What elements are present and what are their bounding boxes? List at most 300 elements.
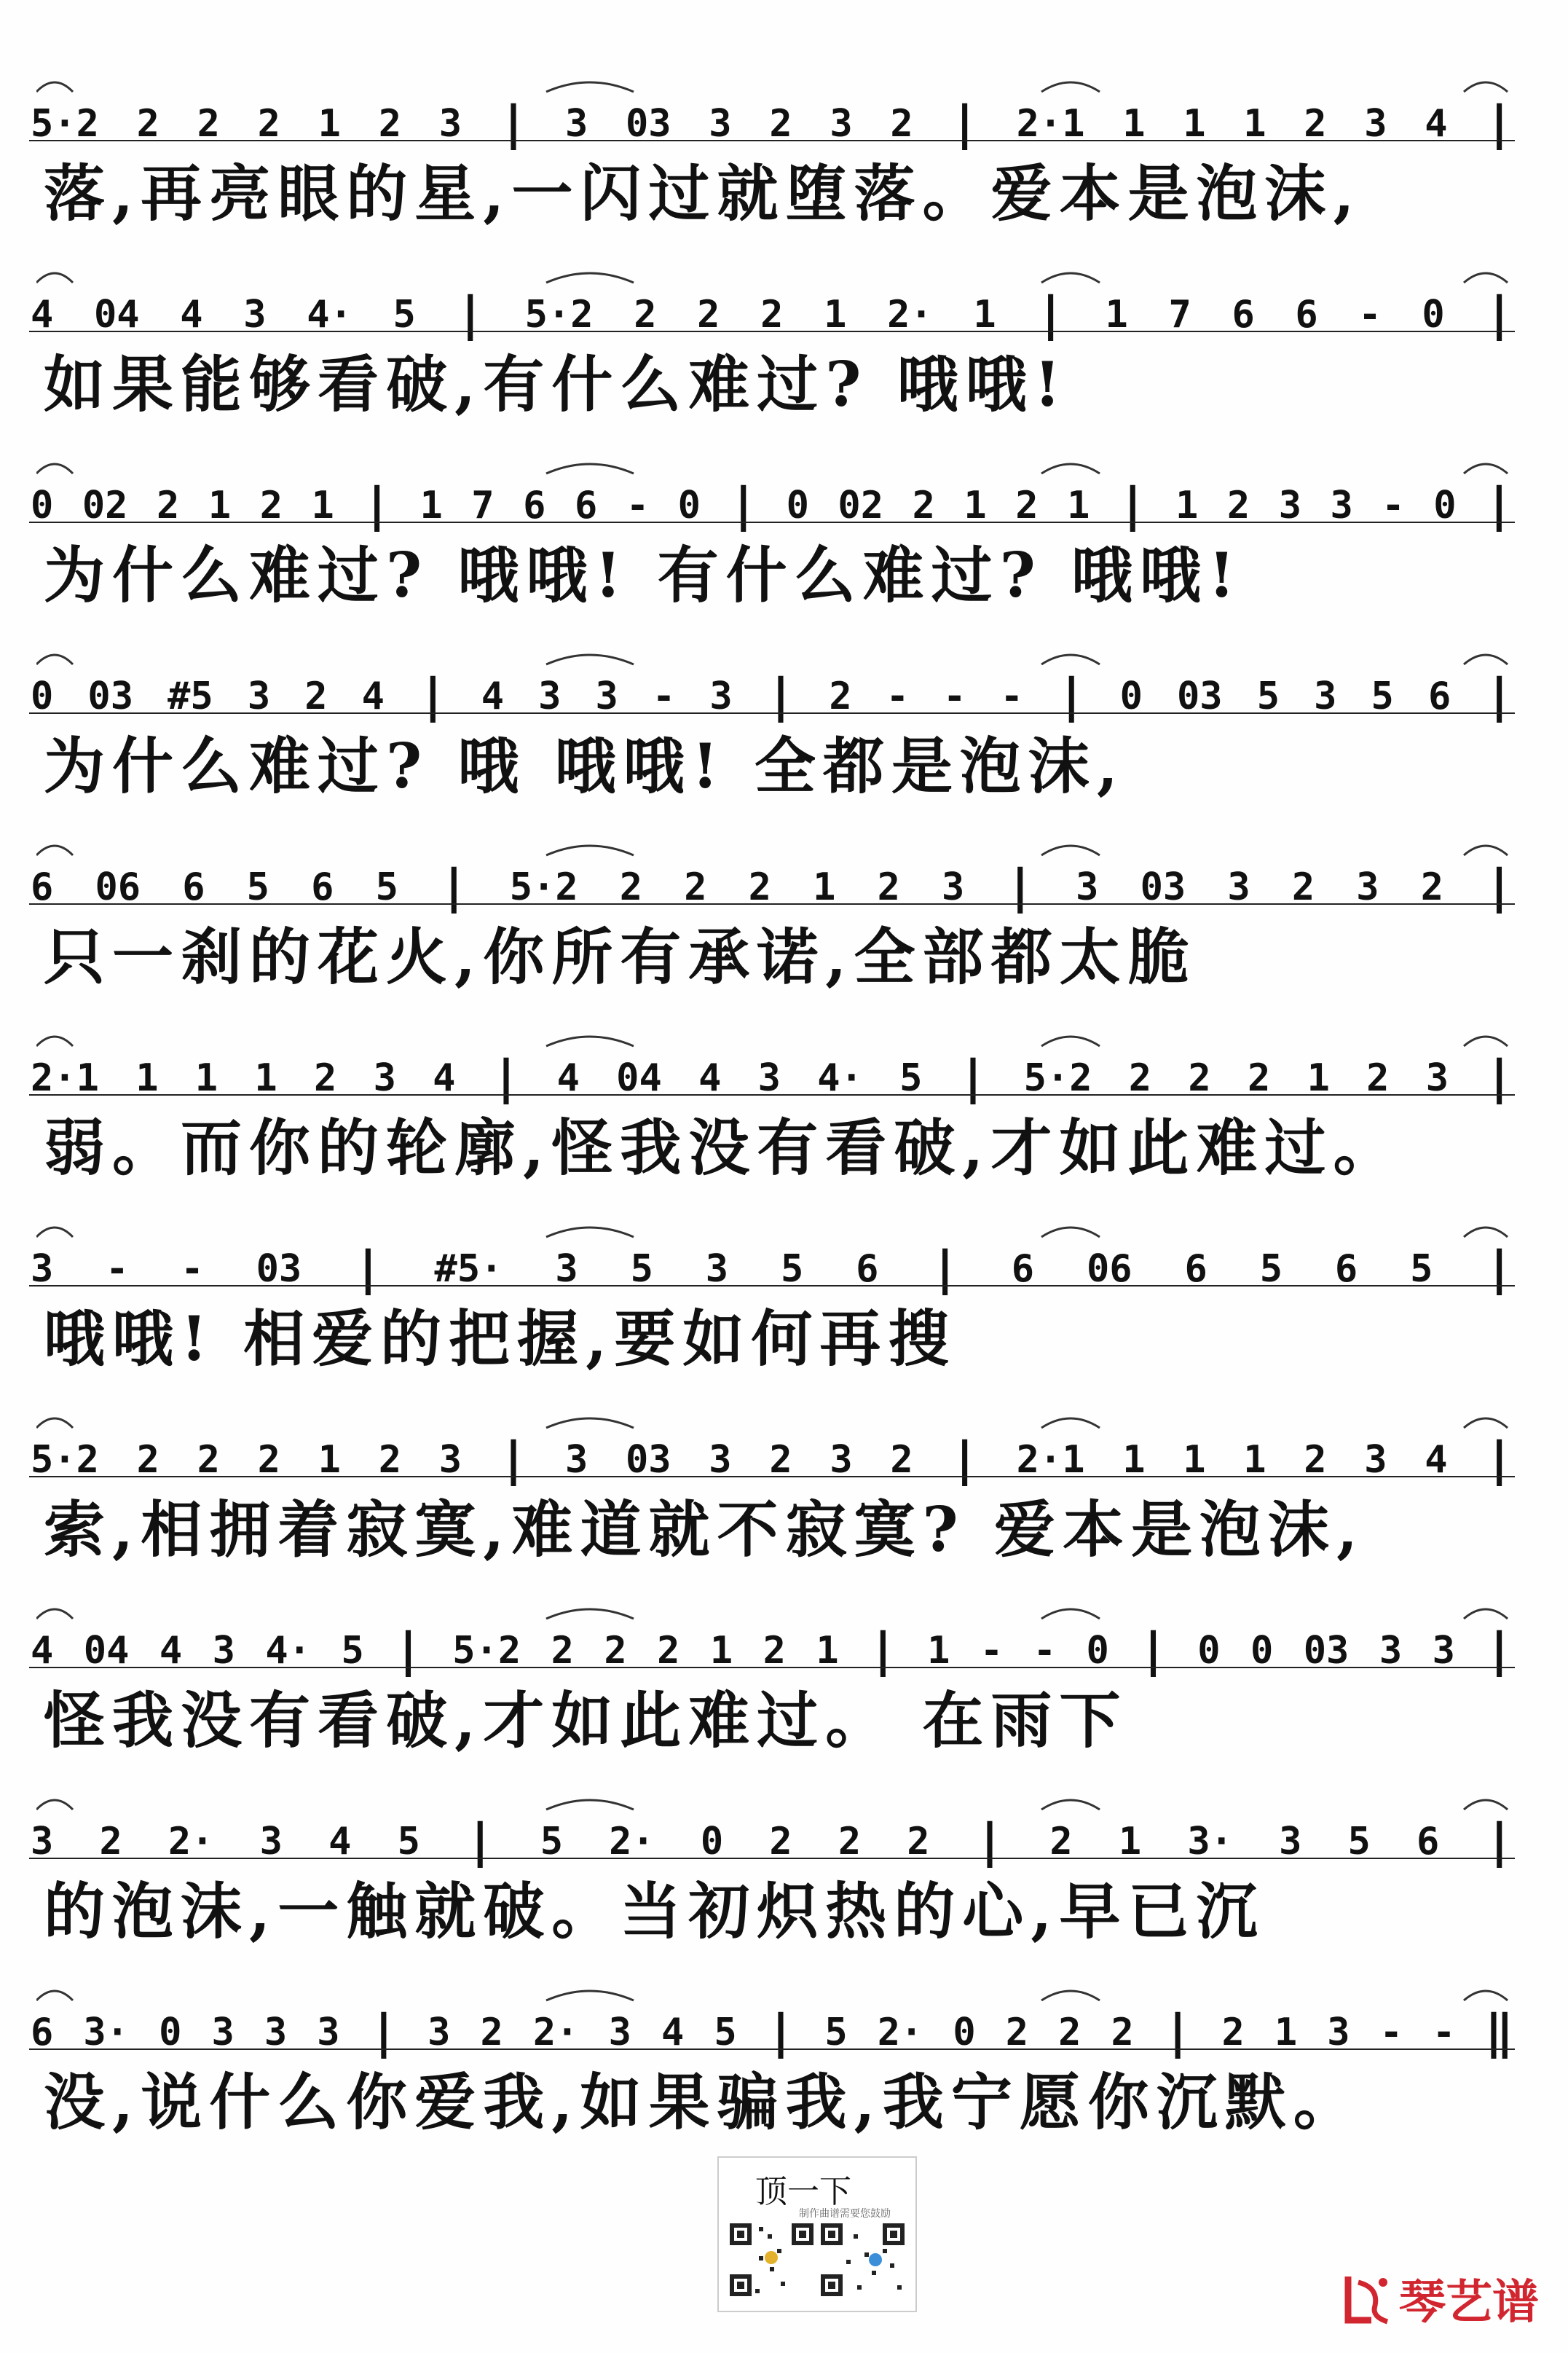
notation-row [29, 1614, 1515, 1687]
lyrics-line: 索,相拥着寂寞,难道就不寂寞? 爱本是泡沫, [44, 1493, 1366, 1566]
note: 6 [856, 1247, 879, 1291]
note: 2 [1111, 2011, 1134, 2054]
note: 0 [786, 484, 809, 527]
lyrics-line: 落,再亮眼的星,一闪过就堕落。爱本是泡沫, [44, 157, 1362, 229]
bar-line: | [766, 2006, 795, 2059]
note: 6 [574, 484, 598, 527]
note: - [1000, 675, 1023, 718]
note: 3· [1187, 1820, 1233, 1863]
notation-row [29, 1042, 1515, 1115]
note: 6 [523, 484, 546, 527]
note: 2 [912, 484, 935, 527]
note: 3 [438, 1438, 462, 1482]
note: 1 [1175, 484, 1199, 527]
note: 03 [87, 675, 134, 718]
bar-line: | [950, 1433, 979, 1487]
note: 1 [973, 293, 996, 337]
note: 4 [661, 2011, 685, 2054]
note: 3 [1364, 102, 1387, 146]
note: 5 [714, 2011, 737, 2054]
note: 4 [31, 1629, 54, 1673]
note: 3 [942, 865, 965, 909]
note: 5 [246, 865, 269, 909]
note: 2 [1291, 865, 1315, 909]
note: 3 [243, 293, 267, 337]
lyrics-line: 弱。而你的轮廓,怪我没有看破,才如此难过。 [44, 1112, 1402, 1184]
note: 5 [824, 2011, 848, 2054]
note: 2 [890, 102, 913, 146]
note: 2 [1015, 484, 1039, 527]
note: 2 [257, 1438, 280, 1482]
note: 5 [397, 1820, 420, 1863]
note: 2 [760, 293, 784, 337]
note: 2 [157, 484, 180, 527]
note: 3 [1227, 865, 1250, 909]
bar-line: | [950, 97, 979, 151]
note: 3 [317, 2011, 340, 2054]
note: 3 [1314, 675, 1337, 718]
note: 2 [1304, 1438, 1327, 1482]
note: 2 [99, 1820, 122, 1863]
note: 3 [1076, 865, 1099, 909]
note: 3 [1425, 1056, 1449, 1100]
bar-line: | [1485, 97, 1513, 151]
bar-line: | [1163, 2006, 1192, 2059]
score-system [0, 1996, 1568, 2142]
note: 2 [1188, 1056, 1211, 1100]
bar-line: | [492, 1051, 521, 1105]
note: 2 [378, 1438, 401, 1482]
note: 2 [829, 675, 852, 718]
note: 0 [31, 675, 54, 718]
bar-line: | [1485, 669, 1513, 723]
note: 0 [700, 1820, 724, 1863]
score-system [0, 851, 1568, 997]
footer [0, 2156, 1568, 2353]
promo-box[interactable] [717, 2156, 917, 2312]
note: 2 [1226, 484, 1250, 527]
bar-line: | [394, 1624, 422, 1678]
note: 3 [438, 102, 462, 146]
note: 0 [1119, 675, 1143, 718]
note: 5 [393, 293, 416, 337]
note: 2 [748, 865, 771, 909]
note: 2 [1049, 1820, 1073, 1863]
note: 3 [247, 675, 271, 718]
note: 3 [1278, 484, 1301, 527]
note: 2·1 [1016, 1438, 1085, 1482]
note: 0 [953, 2011, 976, 2054]
score-system [0, 469, 1568, 615]
note: 4 [481, 675, 504, 718]
note: 2· [877, 2011, 923, 2054]
note: 02 [82, 484, 128, 527]
note: 4 [433, 1056, 456, 1100]
note: - [626, 484, 650, 527]
note: 02 [838, 484, 884, 527]
note: 1 [194, 1056, 218, 1100]
note: 1 [1183, 1438, 1206, 1482]
note: 3 [709, 675, 733, 718]
note: 2 [619, 865, 643, 909]
note: 03 [1140, 865, 1186, 909]
bar-line: | [975, 1815, 1004, 1869]
note: 04 [83, 1629, 130, 1673]
note: 03 [625, 102, 671, 146]
note: #5· [434, 1247, 503, 1291]
note: 5 [1371, 675, 1394, 718]
note: 0 [1433, 484, 1457, 527]
score-system [0, 1233, 1568, 1378]
note: 0 [159, 2011, 182, 2054]
note: 4· [817, 1056, 863, 1100]
note: - [943, 675, 966, 718]
note: 5 [630, 1247, 653, 1291]
note: 2 [136, 1438, 159, 1482]
note: 2 [259, 484, 283, 527]
note: 5·2 [1023, 1056, 1092, 1100]
score-system [0, 1614, 1568, 1760]
note: 3 [1432, 1629, 1455, 1673]
bar-line: | [466, 1815, 495, 1869]
lyrics-line: 的泡沫,一触就破。当初炽热的心,早已沉 [44, 1875, 1265, 1947]
note: 5 [1259, 1247, 1283, 1291]
bar-line: | [1485, 1242, 1513, 1296]
note: 2 [551, 1629, 574, 1673]
bar-line: | [1485, 1624, 1513, 1678]
bar-line: | [1485, 1815, 1513, 1869]
note: 3 [428, 2011, 451, 2054]
note: 6 [1416, 1820, 1440, 1863]
note: 1 [318, 102, 341, 146]
note: 1 [1307, 1056, 1330, 1100]
note: 3 [1379, 1629, 1403, 1673]
notation-row [29, 660, 1515, 733]
note: 3 [830, 1438, 853, 1482]
note: 1 [1243, 102, 1266, 146]
note: 04 [616, 1056, 662, 1100]
note: 1 [419, 484, 443, 527]
note: 2 [684, 865, 707, 909]
note: 5·2 [452, 1629, 521, 1673]
qr-code-icon [726, 2220, 908, 2300]
note: 2 [136, 102, 159, 146]
note: 06 [95, 865, 141, 909]
note: 2·1 [31, 1056, 99, 1100]
note: 1 [254, 1056, 277, 1100]
note: 3 [1327, 2011, 1350, 2054]
bar-line: | [499, 97, 528, 151]
note: 6 [1184, 1247, 1207, 1291]
note: 3 [757, 1056, 781, 1100]
note: 0 [1197, 1629, 1221, 1673]
note: - [652, 675, 676, 718]
note: 0 [31, 484, 54, 527]
bar-line: | [1485, 1433, 1513, 1487]
lyrics-line: 如果能够看破,有什么难过? 哦哦! [44, 348, 1068, 420]
note: 2 [1366, 1056, 1390, 1100]
note: 3 [1279, 1820, 1302, 1863]
note: 4 [556, 1056, 580, 1100]
score-system [0, 1805, 1568, 1951]
note: 5·2 [31, 1438, 99, 1482]
note: #5 [168, 675, 213, 718]
score-system [0, 1042, 1568, 1187]
note: 1 [1243, 1438, 1266, 1482]
note: 1 [1274, 2011, 1298, 2054]
bar-line: | [1006, 860, 1035, 914]
lyrics-line: 只一刹的花火,你所有承诺,全部都太脆 [44, 921, 1197, 993]
note: 2 [634, 293, 657, 337]
note: 2 [197, 102, 220, 146]
note: 2 [1247, 1056, 1271, 1100]
bar-line: | [1139, 1624, 1167, 1678]
note: 2 [257, 102, 280, 146]
note: 3 [595, 675, 618, 718]
note: 2· [609, 1820, 655, 1863]
note: 4· [307, 293, 352, 337]
note: 1 [311, 484, 334, 527]
note: - [1379, 2011, 1403, 2054]
score-system [0, 1423, 1568, 1569]
note: 1 [1067, 484, 1090, 527]
note: 5 [780, 1247, 804, 1291]
note: 3 [709, 1438, 732, 1482]
notation-row [29, 469, 1515, 542]
notation-row [29, 278, 1515, 351]
promo-title: 顶一下 [755, 2173, 851, 2210]
note: 0 [1250, 1629, 1274, 1673]
lyrics-line: 为什么难过? 哦哦! 有什么难过? 哦哦! [44, 539, 1242, 611]
note: 3 [555, 1247, 578, 1291]
note: - [106, 1247, 129, 1291]
notation-row [29, 1423, 1515, 1496]
note: 5·2 [509, 865, 578, 909]
note: 2 [890, 1438, 913, 1482]
note: 3 [264, 2011, 288, 2054]
note: 1 [824, 293, 847, 337]
note: 1 [927, 1629, 950, 1673]
note: 2· [168, 1820, 214, 1863]
note: 1 [318, 1438, 341, 1482]
note: 1 [1118, 1820, 1142, 1863]
note: 1 [208, 484, 232, 527]
note: 1 [1122, 1438, 1146, 1482]
note: 5 [341, 1629, 364, 1673]
note: 6 [311, 865, 334, 909]
note: 2· [887, 293, 933, 337]
bar-line: | [869, 1624, 897, 1678]
note: 5·2 [31, 102, 99, 146]
note: 2 [769, 1438, 792, 1482]
note: 6 [1427, 675, 1451, 718]
note: 03 [256, 1247, 302, 1291]
note: 4 [1425, 1438, 1448, 1482]
bar-line: | [456, 288, 484, 342]
note: 1 [964, 484, 987, 527]
note: 1 [1183, 102, 1206, 146]
note: 2 [1005, 2011, 1029, 2054]
note: 2 [1420, 865, 1444, 909]
note: - [181, 1247, 204, 1291]
note: 2 [480, 2011, 503, 2054]
brand-name: 琴艺谱 [1399, 2276, 1539, 2330]
bar-line: ‖ [1485, 2006, 1513, 2059]
note: 3 [373, 1056, 396, 1100]
note: 2 [197, 1438, 220, 1482]
note: 0 [1086, 1629, 1109, 1673]
notation-row [29, 1233, 1515, 1305]
note: 1 [813, 865, 836, 909]
note: 5·2 [524, 293, 594, 337]
note: 6 [182, 865, 205, 909]
note: 4 [180, 293, 203, 337]
note: 2 [1128, 1056, 1152, 1100]
note: 03 [1303, 1629, 1350, 1673]
bar-line: | [440, 860, 468, 914]
note: 3 [31, 1820, 54, 1863]
note: 5 [540, 1820, 564, 1863]
note: - [1432, 2011, 1456, 2054]
bar-line: | [1485, 860, 1513, 914]
note: 2 [697, 293, 720, 337]
lyrics-line: 为什么难过? 哦 哦哦! 全都是泡沫, [44, 730, 1126, 802]
note: 2 [838, 1820, 862, 1863]
note: 4 [1425, 102, 1448, 146]
note: - [1358, 293, 1382, 337]
note: 7 [471, 484, 495, 527]
bar-line: | [419, 669, 447, 723]
bar-line: | [363, 479, 391, 533]
bar-line: | [499, 1433, 528, 1487]
note: 1 [135, 1056, 159, 1100]
note: 3 [259, 1820, 283, 1863]
bar-line: | [1485, 479, 1513, 533]
note: 2 [769, 102, 792, 146]
note: 6 [31, 865, 54, 909]
note: 0 [1422, 293, 1445, 337]
note: 03 [1177, 675, 1223, 718]
note: 5 [899, 1056, 923, 1100]
note: 3 [212, 1629, 235, 1673]
notation-row [29, 87, 1515, 160]
bar-line: | [958, 1051, 988, 1105]
note: 4 [698, 1056, 722, 1100]
note: 6 [1295, 293, 1318, 337]
note: 2·1 [1016, 102, 1085, 146]
note: 1 [709, 1629, 733, 1673]
note: 1 [1105, 293, 1128, 337]
note: 3 [538, 675, 562, 718]
bar-line: | [1036, 288, 1065, 342]
note: 5 [1410, 1247, 1433, 1291]
note: 2 [763, 1629, 786, 1673]
note: 4 [159, 1629, 183, 1673]
note: 6 [1232, 293, 1255, 337]
note: 3 [709, 102, 732, 146]
bar-line: | [1118, 479, 1147, 533]
bar-line: | [354, 1242, 382, 1296]
lyrics-line: 怪我没有看破,才如此难过。 在雨下 [44, 1684, 1128, 1756]
score-system [0, 87, 1568, 233]
note: 2 [304, 675, 328, 718]
note: 3 [564, 102, 588, 146]
note: 1 [1122, 102, 1146, 146]
note: 03 [625, 1438, 671, 1482]
note: 2 [1221, 2011, 1245, 2054]
note: 5 [375, 865, 398, 909]
note: 3 [31, 1247, 54, 1291]
note: 2 [907, 1820, 930, 1863]
note: 3 [1356, 865, 1379, 909]
note: 06 [1087, 1247, 1132, 1291]
score-system [0, 660, 1568, 806]
notation-row [29, 1996, 1515, 2069]
note: 4 [361, 675, 385, 718]
note: 3 [564, 1438, 588, 1482]
note: 3 [705, 1247, 729, 1291]
note: 7 [1168, 293, 1191, 337]
score-system [0, 278, 1568, 424]
lyrics-line: 哦哦! 相爱的把握,要如何再搜 [44, 1303, 957, 1375]
note: - [886, 675, 910, 718]
note: 2 [769, 1820, 792, 1863]
brand[interactable] [1342, 2266, 1539, 2331]
bar-line: | [369, 2006, 398, 2059]
bar-line: | [1485, 288, 1513, 342]
note: 04 [93, 293, 140, 337]
note: 3 [1364, 1438, 1387, 1482]
note: 2 [313, 1056, 337, 1100]
note: 4 [328, 1820, 352, 1863]
bar-line: | [1057, 669, 1086, 723]
note: 5 [1347, 1820, 1371, 1863]
note: - [1033, 1629, 1056, 1673]
note: 2 [1058, 2011, 1082, 2054]
promo-subtitle: 制作曲谱需要您鼓励 [799, 2208, 891, 2220]
lyrics-line: 没,说什么你爱我,如果骗我,我宁愿你沉默。 [44, 2066, 1362, 2138]
note: - [1382, 484, 1405, 527]
note: 2 [378, 102, 401, 146]
note: 2 [877, 865, 900, 909]
note: 4 [31, 293, 54, 337]
note: 3 [608, 2011, 631, 2054]
bar-line: | [729, 479, 758, 533]
note: 0 [677, 484, 701, 527]
note: 2 [1304, 102, 1327, 146]
note: 3· [83, 2011, 129, 2054]
note: 2· [532, 2011, 579, 2054]
note: - [980, 1629, 1004, 1673]
note: 2 [657, 1629, 680, 1673]
note: 6 [31, 2011, 54, 2054]
note: 2 [604, 1629, 627, 1673]
note: 6 [1334, 1247, 1358, 1291]
note: 3 [211, 2011, 235, 2054]
note: 1 [816, 1629, 839, 1673]
bar-line: | [931, 1242, 959, 1296]
note: 6 [1011, 1247, 1035, 1291]
note: 3 [830, 102, 853, 146]
brand-logo-icon [1342, 2269, 1393, 2328]
note: 4· [265, 1629, 311, 1673]
note: 3 [1330, 484, 1353, 527]
bar-line: | [766, 669, 795, 723]
notation-row [29, 851, 1515, 924]
bar-line: | [1485, 1051, 1513, 1105]
notation-row [29, 1805, 1515, 1878]
note: 5 [1256, 675, 1280, 718]
